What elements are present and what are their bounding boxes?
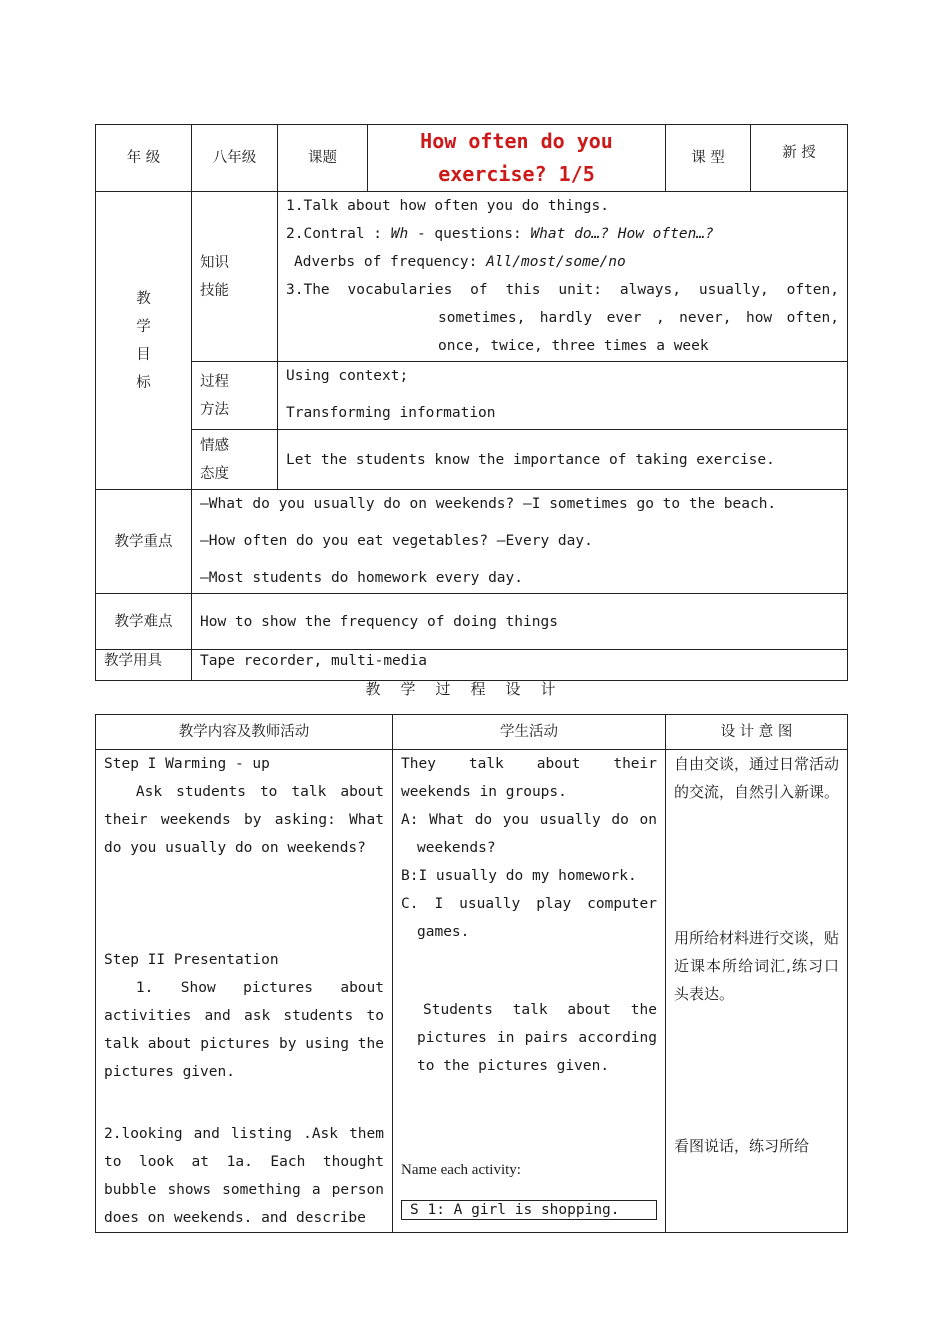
knowledge-label: 知识 技能: [192, 192, 278, 362]
knowledge-item-adverbs: Adverbs of frequency: All/most/some/no: [294, 254, 626, 270]
process-content: [278, 362, 848, 430]
process-item-2: Transforming information: [286, 405, 496, 421]
grade-label: 年 级: [96, 125, 192, 192]
teaching-process-table: [95, 714, 848, 1233]
attitude-label: 情感 态度: [192, 430, 278, 490]
knowledge-content: [278, 192, 848, 362]
process-label: 过程 方法: [192, 362, 278, 430]
keypoint-3: —Most students do homework every day.: [200, 570, 524, 586]
knowledge-item-3-cont2: once, twice, three times a week: [438, 338, 709, 354]
student-qa-a: A: What do you usually do on weekends?: [401, 812, 657, 856]
process-item-1: Using context;: [286, 368, 409, 384]
tools-content: Tape recorder, multi-media: [192, 650, 848, 681]
knowledge-item-3: 3.The vocabularies of this unit: always, usually, often,: [286, 282, 839, 298]
step2-item2: 2.looking and listing .Ask them to look at 1a. Each thought bubble shows something a person does on weekends. and describe: [104, 1126, 384, 1226]
keypoints-label: 教学重点: [96, 490, 192, 594]
lesson-title-line1: How often do you: [420, 129, 613, 153]
design-intent-1: 自由交谈，通过日常活动的交流，自然引入新课。: [674, 755, 840, 801]
header-design-intent: 设 计 意 图: [666, 715, 848, 750]
keypoint-1: —What do you usually do on weekends? —I sometimes go to the beach.: [200, 496, 777, 512]
lesson-title-line2: exercise? 1/5: [438, 162, 595, 186]
header-teacher-activity: 教学内容及教师活动: [96, 715, 393, 750]
step1-title: Step I Warming - up: [104, 756, 270, 772]
type-value: 新 授: [751, 125, 848, 192]
student-qa-c: C. I usually play computer games.: [401, 896, 657, 940]
objectives-label: 教 学 目 标: [96, 192, 192, 490]
teacher-activities: [96, 750, 393, 1233]
student-line1: They talk about their weekends in groups.: [401, 756, 657, 800]
tools-label: 教学用具: [96, 650, 192, 681]
name-each-activity: Name each activity:: [401, 1162, 521, 1178]
difficulty-label: 教学难点: [96, 594, 192, 650]
design-intents: [666, 750, 848, 1233]
step1-text: Ask students to talk about their weekends by asking: What do you usually do on weekends?: [104, 784, 384, 856]
step2-item1: 1. Show pictures about activities and ask students to talk about pictures by using the pictures given.: [104, 980, 384, 1080]
attitude-content: Let the students know the importance of taking exercise.: [278, 430, 848, 490]
student-pairs-text: Students talk about the pictures in pairs according to the pictures given.: [417, 1002, 657, 1074]
design-intent-2: 用所给材料进行交谈，贴近课本所给词汇,练习口头表达。: [674, 929, 840, 1003]
knowledge-item-3-cont: sometimes, hardly ever , never, how often,: [438, 310, 839, 326]
topic-label: 课题: [278, 125, 368, 192]
student-s1-box: S 1: A girl is shopping.: [401, 1200, 657, 1220]
process-design-heading: 教学过程设计: [365, 680, 576, 698]
header-student-activity: 学生活动: [393, 715, 666, 750]
knowledge-item-2: 2.Contral : Wh - questions: What do…? How often…?: [286, 226, 714, 242]
lesson-info-table: [95, 124, 848, 681]
keypoint-2: —How often do you eat vegetables? —Every day.: [200, 533, 593, 549]
grade-value: 八年级: [192, 125, 278, 192]
student-activities: [393, 750, 666, 1233]
type-label: 课 型: [666, 125, 751, 192]
knowledge-item-1: 1.Talk about how often you do things.: [286, 198, 610, 214]
step2-title: Step II Presentation: [104, 952, 279, 968]
keypoints-content: [192, 490, 848, 594]
design-intent-3: 看图说话，练习所给: [674, 1137, 810, 1155]
student-qa-b: B:I usually do my homework.: [401, 868, 637, 884]
lesson-title: [368, 125, 666, 192]
difficulty-content: How to show the frequency of doing things: [192, 594, 848, 650]
